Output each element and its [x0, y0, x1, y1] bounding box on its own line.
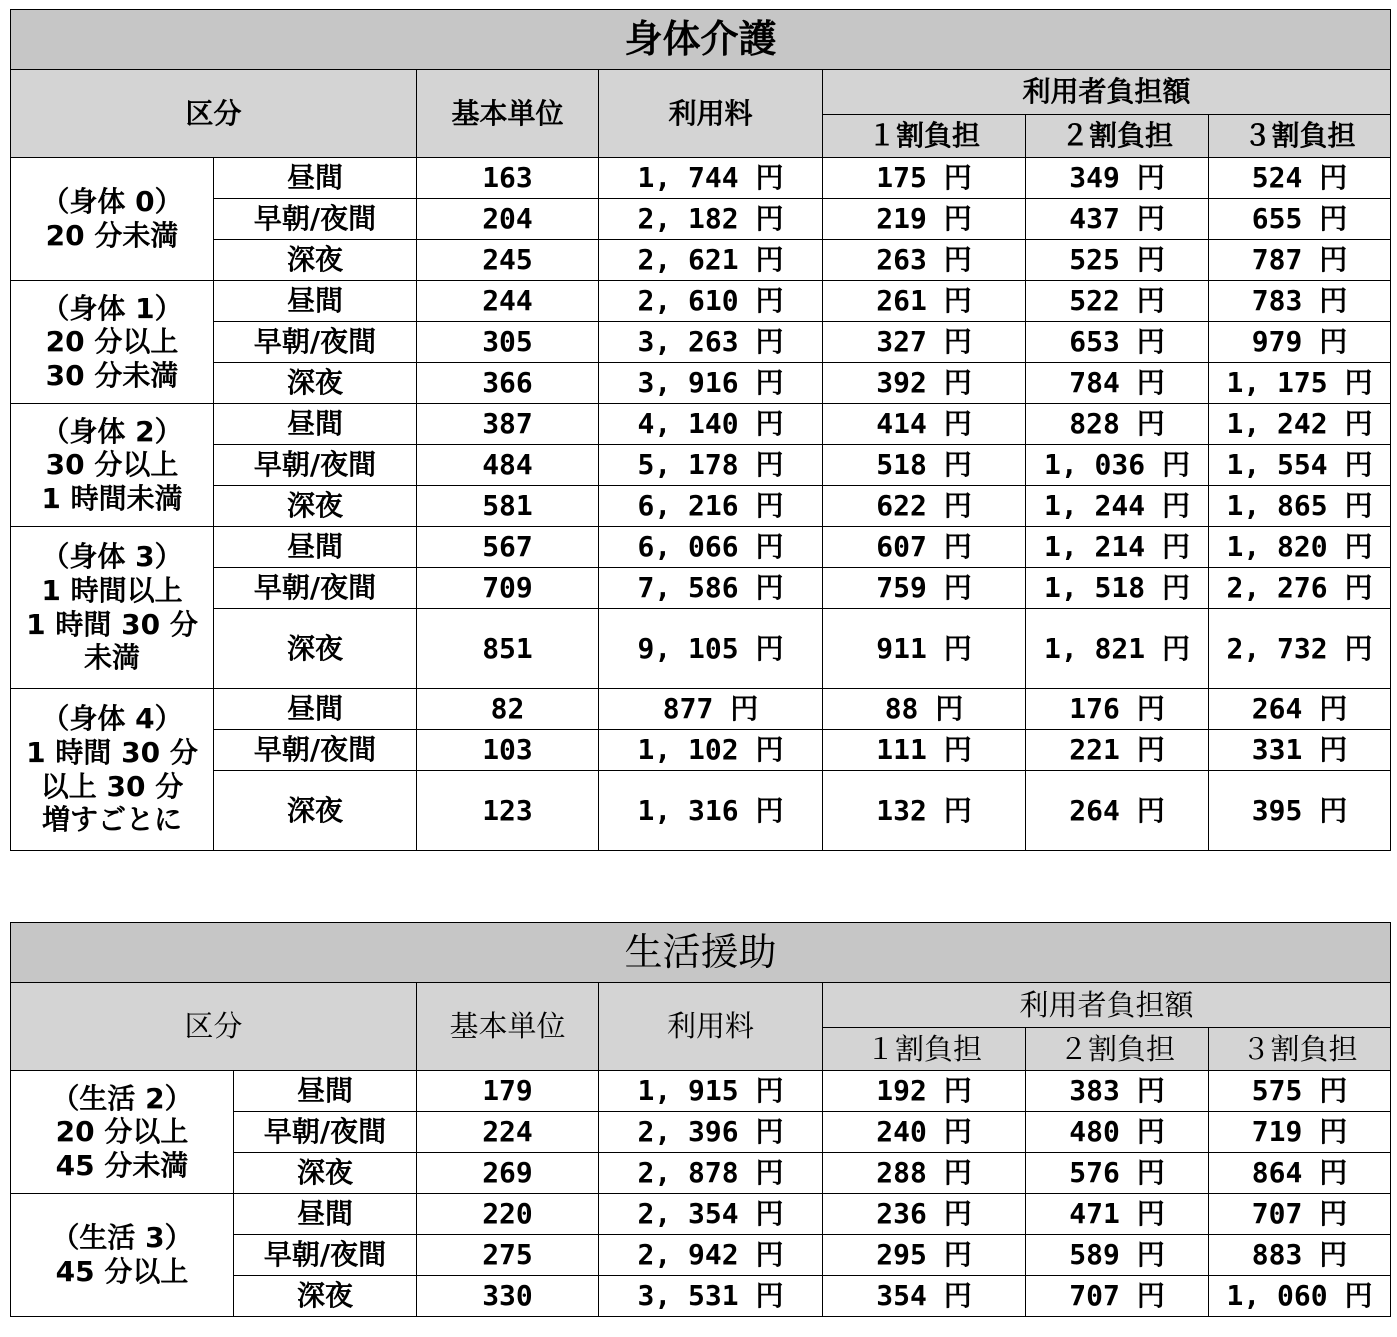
- usage-fee: 2, 182 円: [599, 199, 823, 240]
- time-band: 早朝/夜間: [214, 199, 417, 240]
- time-band: 昼間: [234, 1071, 417, 1112]
- burden-30pct: 883 円: [1209, 1235, 1391, 1276]
- basic-unit: 567: [417, 527, 599, 568]
- time-band: 早朝/夜間: [234, 1112, 417, 1153]
- burden-10pct: 236 円: [823, 1194, 1026, 1235]
- usage-fee: 4, 140 円: [599, 404, 823, 445]
- burden-30pct: 2, 276 円: [1209, 568, 1391, 609]
- header-futan-2: ２割負担: [1026, 115, 1209, 158]
- burden-20pct: 349 円: [1026, 158, 1209, 199]
- usage-fee: 2, 942 円: [599, 1235, 823, 1276]
- usage-fee: 2, 354 円: [599, 1194, 823, 1235]
- table-row: [11, 322, 1391, 363]
- burden-20pct: 471 円: [1026, 1194, 1209, 1235]
- usage-fee: 3, 531 円: [599, 1276, 823, 1317]
- category-label-line: 以上 30 分: [40, 769, 184, 803]
- time-band: 深夜: [234, 1153, 417, 1194]
- category-label: [11, 1071, 234, 1194]
- table-row: [11, 568, 1391, 609]
- category-label-line: 30 分以上: [45, 448, 179, 482]
- basic-unit: 851: [417, 609, 599, 689]
- usage-fee: 1, 316 円: [599, 771, 823, 851]
- burden-10pct: 88 円: [823, 689, 1026, 730]
- header-futan-3: ３割負担: [1209, 1028, 1391, 1071]
- table-row: [11, 445, 1391, 486]
- category-label-line: 1 時間 30 分: [26, 735, 198, 769]
- burden-10pct: 175 円: [823, 158, 1026, 199]
- burden-20pct: 1, 244 円: [1026, 486, 1209, 527]
- burden-20pct: 784 円: [1026, 363, 1209, 404]
- header-kubun: 区分: [11, 983, 417, 1071]
- burden-10pct: 261 円: [823, 281, 1026, 322]
- table-row: [11, 1071, 1391, 1112]
- table-row: [11, 281, 1391, 322]
- basic-unit: 224: [417, 1112, 599, 1153]
- usage-fee: 3, 916 円: [599, 363, 823, 404]
- burden-30pct: 707 円: [1209, 1194, 1391, 1235]
- basic-unit: 103: [417, 730, 599, 771]
- table-row: [11, 404, 1391, 445]
- time-band: 昼間: [214, 281, 417, 322]
- burden-30pct: 1, 175 円: [1209, 363, 1391, 404]
- usage-fee: 2, 878 円: [599, 1153, 823, 1194]
- table-row: [11, 609, 1391, 689]
- category-label-line: （身体 4）: [41, 702, 183, 736]
- burden-10pct: 132 円: [823, 771, 1026, 851]
- burden-10pct: 111 円: [823, 730, 1026, 771]
- time-band: 早朝/夜間: [214, 445, 417, 486]
- burden-30pct: 1, 865 円: [1209, 486, 1391, 527]
- time-band: 昼間: [214, 404, 417, 445]
- table-row: [11, 363, 1391, 404]
- usage-fee: 1, 102 円: [599, 730, 823, 771]
- category-label-line: 未満: [83, 641, 140, 675]
- burden-30pct: 783 円: [1209, 281, 1391, 322]
- time-band: 昼間: [214, 158, 417, 199]
- usage-fee: 2, 396 円: [599, 1112, 823, 1153]
- burden-20pct: 221 円: [1026, 730, 1209, 771]
- burden-20pct: 525 円: [1026, 240, 1209, 281]
- burden-20pct: 176 円: [1026, 689, 1209, 730]
- table-row: [11, 486, 1391, 527]
- category-label: [11, 689, 214, 851]
- table-row: [11, 199, 1391, 240]
- burden-10pct: 263 円: [823, 240, 1026, 281]
- header-futan-group: 利用者負担額: [823, 70, 1391, 115]
- basic-unit: 330: [417, 1276, 599, 1317]
- burden-10pct: 219 円: [823, 199, 1026, 240]
- time-band: 昼間: [214, 527, 417, 568]
- header-futan-group: 利用者負担額: [823, 983, 1391, 1028]
- table-body: [11, 158, 1391, 851]
- burden-10pct: 295 円: [823, 1235, 1026, 1276]
- header-kihon-tani: 基本単位: [417, 983, 599, 1071]
- burden-10pct: 911 円: [823, 609, 1026, 689]
- burden-30pct: 1, 554 円: [1209, 445, 1391, 486]
- burden-10pct: 240 円: [823, 1112, 1026, 1153]
- basic-unit: 244: [417, 281, 599, 322]
- table-row: [11, 527, 1391, 568]
- burden-10pct: 327 円: [823, 322, 1026, 363]
- burden-30pct: 524 円: [1209, 158, 1391, 199]
- basic-unit: 179: [417, 1071, 599, 1112]
- seikatsu-enjo-table: [10, 922, 1391, 1317]
- category-label: [11, 1194, 234, 1317]
- header-futan-1: １割負担: [823, 1028, 1026, 1071]
- basic-unit: 245: [417, 240, 599, 281]
- burden-20pct: 1, 518 円: [1026, 568, 1209, 609]
- basic-unit: 275: [417, 1235, 599, 1276]
- time-band: 深夜: [214, 240, 417, 281]
- category-label: [11, 404, 214, 527]
- burden-30pct: 1, 820 円: [1209, 527, 1391, 568]
- burden-30pct: 787 円: [1209, 240, 1391, 281]
- time-band: 早朝/夜間: [214, 568, 417, 609]
- usage-fee: 5, 178 円: [599, 445, 823, 486]
- basic-unit: 709: [417, 568, 599, 609]
- burden-20pct: 828 円: [1026, 404, 1209, 445]
- category-label-line: （身体 2）: [41, 414, 183, 448]
- burden-10pct: 518 円: [823, 445, 1026, 486]
- burden-30pct: 331 円: [1209, 730, 1391, 771]
- category-label-line: 45 分未満: [55, 1148, 189, 1182]
- table-title: 生活援助: [11, 923, 1391, 983]
- usage-fee: 3, 263 円: [599, 322, 823, 363]
- table-row: [11, 730, 1391, 771]
- basic-unit: 220: [417, 1194, 599, 1235]
- burden-20pct: 1, 821 円: [1026, 609, 1209, 689]
- category-label-line: 30 分未満: [45, 358, 179, 392]
- shintai-kaigo-table: [10, 9, 1391, 851]
- category-label-line: 1 時間以上: [41, 573, 183, 607]
- usage-fee: 6, 066 円: [599, 527, 823, 568]
- basic-unit: 123: [417, 771, 599, 851]
- burden-20pct: 264 円: [1026, 771, 1209, 851]
- table-row: [11, 158, 1391, 199]
- basic-unit: 204: [417, 199, 599, 240]
- time-band: 深夜: [214, 486, 417, 527]
- table-row: [11, 1194, 1391, 1235]
- category-label-line: 1 時間未満: [41, 481, 183, 515]
- usage-fee: 9, 105 円: [599, 609, 823, 689]
- burden-10pct: 622 円: [823, 486, 1026, 527]
- time-band: 昼間: [214, 689, 417, 730]
- category-label-line: 20 分未満: [45, 219, 179, 252]
- category-label-line: 20 分以上: [55, 1115, 189, 1149]
- time-band: 深夜: [234, 1276, 417, 1317]
- burden-30pct: 719 円: [1209, 1112, 1391, 1153]
- category-label-line: （身体 0）: [41, 185, 183, 219]
- basic-unit: 269: [417, 1153, 599, 1194]
- burden-10pct: 414 円: [823, 404, 1026, 445]
- time-band: 早朝/夜間: [234, 1235, 417, 1276]
- burden-30pct: 655 円: [1209, 199, 1391, 240]
- burden-20pct: 1, 214 円: [1026, 527, 1209, 568]
- burden-10pct: 288 円: [823, 1153, 1026, 1194]
- category-label: [11, 158, 214, 281]
- basic-unit: 581: [417, 486, 599, 527]
- burden-30pct: 264 円: [1209, 689, 1391, 730]
- usage-fee: 2, 610 円: [599, 281, 823, 322]
- category-label-line: （生活 3）: [51, 1221, 193, 1255]
- burden-30pct: 575 円: [1209, 1071, 1391, 1112]
- header-kihon-tani: 基本単位: [417, 70, 599, 158]
- basic-unit: 163: [417, 158, 599, 199]
- table-row: [11, 689, 1391, 730]
- usage-fee: 1, 915 円: [599, 1071, 823, 1112]
- category-label-line: （身体 3）: [41, 540, 183, 574]
- burden-20pct: 383 円: [1026, 1071, 1209, 1112]
- header-riyoryo: 利用料: [599, 983, 823, 1071]
- usage-fee: 1, 744 円: [599, 158, 823, 199]
- table-body: [11, 1071, 1391, 1317]
- burden-20pct: 653 円: [1026, 322, 1209, 363]
- basic-unit: 484: [417, 445, 599, 486]
- table-row: [11, 771, 1391, 851]
- burden-20pct: 480 円: [1026, 1112, 1209, 1153]
- burden-30pct: 864 円: [1209, 1153, 1391, 1194]
- burden-20pct: 522 円: [1026, 281, 1209, 322]
- burden-10pct: 354 円: [823, 1276, 1026, 1317]
- usage-fee: 877 円: [599, 689, 823, 730]
- category-label-line: （身体 1）: [41, 291, 183, 325]
- header-kubun: 区分: [11, 70, 417, 158]
- burden-20pct: 707 円: [1026, 1276, 1209, 1317]
- burden-30pct: 2, 732 円: [1209, 609, 1391, 689]
- time-band: 早朝/夜間: [214, 730, 417, 771]
- burden-20pct: 589 円: [1026, 1235, 1209, 1276]
- time-band: 昼間: [234, 1194, 417, 1235]
- usage-fee: 2, 621 円: [599, 240, 823, 281]
- time-band: 早朝/夜間: [214, 322, 417, 363]
- burden-20pct: 1, 036 円: [1026, 445, 1209, 486]
- usage-fee: 7, 586 円: [599, 568, 823, 609]
- category-label: [11, 527, 214, 689]
- table-title: 身体介護: [11, 10, 1391, 70]
- burden-30pct: 1, 060 円: [1209, 1276, 1391, 1317]
- basic-unit: 305: [417, 322, 599, 363]
- time-band: 深夜: [214, 363, 417, 404]
- burden-10pct: 192 円: [823, 1071, 1026, 1112]
- time-band: 深夜: [214, 609, 417, 689]
- basic-unit: 387: [417, 404, 599, 445]
- burden-20pct: 576 円: [1026, 1153, 1209, 1194]
- category-label-line: 1 時間 30 分: [26, 607, 198, 641]
- burden-20pct: 437 円: [1026, 199, 1209, 240]
- header-riyoryo: 利用料: [599, 70, 823, 158]
- category-label-line: 20 分以上: [45, 325, 179, 359]
- usage-fee: 6, 216 円: [599, 486, 823, 527]
- header-futan-3: ３割負担: [1209, 115, 1391, 158]
- burden-30pct: 1, 242 円: [1209, 404, 1391, 445]
- header-futan-1: １割負担: [823, 115, 1026, 158]
- category-label: [11, 281, 214, 404]
- time-band: 深夜: [214, 771, 417, 851]
- basic-unit: 82: [417, 689, 599, 730]
- burden-10pct: 607 円: [823, 527, 1026, 568]
- category-label-line: 45 分以上: [55, 1255, 189, 1288]
- burden-30pct: 395 円: [1209, 771, 1391, 851]
- category-label-line: 増すごとに: [41, 803, 182, 837]
- basic-unit: 366: [417, 363, 599, 404]
- header-futan-2: ２割負担: [1026, 1028, 1209, 1071]
- burden-30pct: 979 円: [1209, 322, 1391, 363]
- category-label-line: （生活 2）: [51, 1081, 193, 1115]
- burden-10pct: 759 円: [823, 568, 1026, 609]
- burden-10pct: 392 円: [823, 363, 1026, 404]
- table-row: [11, 240, 1391, 281]
